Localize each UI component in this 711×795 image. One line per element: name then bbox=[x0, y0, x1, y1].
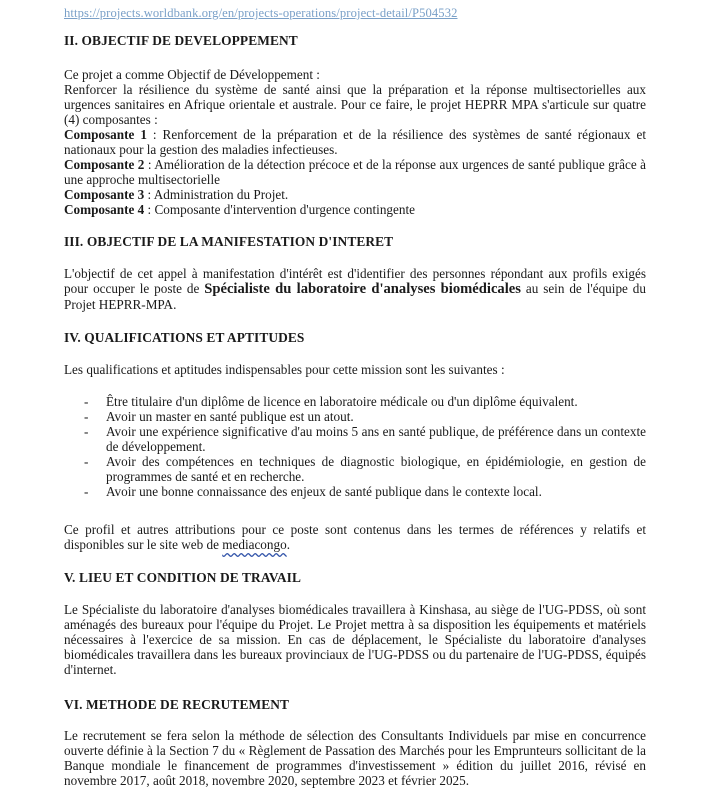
component-label: Composante 3 bbox=[64, 187, 145, 202]
components-list bbox=[64, 127, 646, 217]
list-item: - Être titulaire d'un diplôme de licence en laboratoire médicale ou d'un diplôme équivalent. bbox=[84, 394, 646, 409]
s3-position-title: Spécialiste du laboratoire d'analyses biomédicales bbox=[204, 281, 521, 297]
component-label: Composante 1 bbox=[64, 127, 147, 142]
component-text: : Composante d'intervention d'urgence contingente bbox=[144, 202, 415, 217]
component-label: Composante 4 bbox=[64, 202, 145, 217]
s3-text-before: L'objectif de cet appel à manifestation d'intérêt est d'identifier des personnes répondant aux profils exigés pour occuper le poste de bbox=[64, 266, 646, 296]
list-item: - Avoir un master en santé publique est un atout. bbox=[84, 409, 646, 424]
s4-outro-before: Ce profil et autres attributions pour ce poste sont contenus dans les termes de références y relatifs et disponibles sur le site web de bbox=[64, 522, 646, 552]
s3-text-after: au sein de l'équipe du Projet HEPRR-MPA. bbox=[64, 281, 646, 312]
source-url-link[interactable]: https://projects.worldbank.org/en/projects-operations/project-detail/P504532 bbox=[64, 6, 458, 20]
component-item bbox=[64, 127, 646, 157]
component-text: : Administration du Projet. bbox=[144, 187, 289, 202]
s3-text bbox=[64, 266, 646, 312]
s4-intro: Les qualifications et aptitudes indispensables pour cette mission sont les suivantes : bbox=[64, 362, 505, 377]
qualifications-list bbox=[84, 394, 646, 499]
s4-outro bbox=[64, 522, 646, 552]
s6-text: Le recrutement se fera selon la méthode de sélection des Consultants Individuels par mise en concurrence ouverte définie à la Section 7 du « Règlement de Passation des Marchés pour les Emprunteurs sollicitant de la Banque mondiale le financement de programmes d'investissement » édition du juillet 2016, révisé en novembre 2017, août 2018, novembre 2020, septembre 2023 et février 2025. bbox=[64, 728, 646, 788]
s5-text: Le Spécialiste du laboratoire d'analyses biomédicales travaillera à Kinshasa, au siège de l'UG-PDSS, où sont aménagés des bureaux pour l'équipe du Projet. Le Projet mettra à sa disposition les équipements et matériels nécessaires à l'exercice de sa mission. En cas de déplacement, le Spécialiste du laboratoire d'analyses biomédicales travaillera dans les bureaux provinciaux de l'UG-PDSS ou du partenaire de l'UG-PDSS, équipés d'internet. bbox=[64, 602, 646, 677]
heading-qualifications: IV. QUALIFICATIONS ET APTITUDES bbox=[64, 330, 305, 345]
heading-lieu-condition: V. LIEU ET CONDITION DE TRAVAIL bbox=[64, 570, 302, 585]
component-item bbox=[64, 187, 646, 202]
mediacongo-link[interactable]: mediacongo bbox=[222, 537, 287, 552]
component-item bbox=[64, 157, 646, 187]
component-item bbox=[64, 202, 646, 217]
heading-objectif-developpement: II. OBJECTIF DE DEVELOPPEMENT bbox=[64, 33, 298, 48]
component-text: : Renforcement de la préparation et de la résilience des systèmes de santé régionaux et nationaux pour la gestion des maladies infectieuses. bbox=[64, 127, 646, 157]
component-label: Composante 2 bbox=[64, 157, 145, 172]
component-text: : Amélioration de la détection précoce et de la réponse aux urgences de santé publique grâce à une approche multisectorielle bbox=[64, 157, 646, 187]
list-item: - Avoir une expérience significative d'au moins 5 ans en santé publique, de préférence dans un contexte de développement. bbox=[84, 424, 646, 454]
s4-outro-after: . bbox=[286, 537, 290, 552]
list-item: - Avoir des compétences en techniques de diagnostic biologique, en épidémiologie, en gestion de programmes de santé et en recherche. bbox=[84, 454, 646, 484]
s2-intro: Ce projet a comme Objectif de Développement : bbox=[64, 67, 320, 82]
heading-methode-recrutement: VI. METHODE DE RECRUTEMENT bbox=[64, 697, 290, 712]
s2-text: Renforcer la résilience du système de santé ainsi que la préparation et la réponse multisectorielles aux urgences sanitaires en Afrique orientale et australe. Pour ce faire, le projet HEPRR MPA s'articule sur quatre (4) composantes : bbox=[64, 82, 646, 127]
heading-objectif-manifestation: III. OBJECTIF DE LA MANIFESTATION D'INTERET bbox=[64, 234, 394, 249]
list-item: - Avoir une bonne connaissance des enjeux de santé publique dans le contexte local. bbox=[84, 484, 646, 499]
